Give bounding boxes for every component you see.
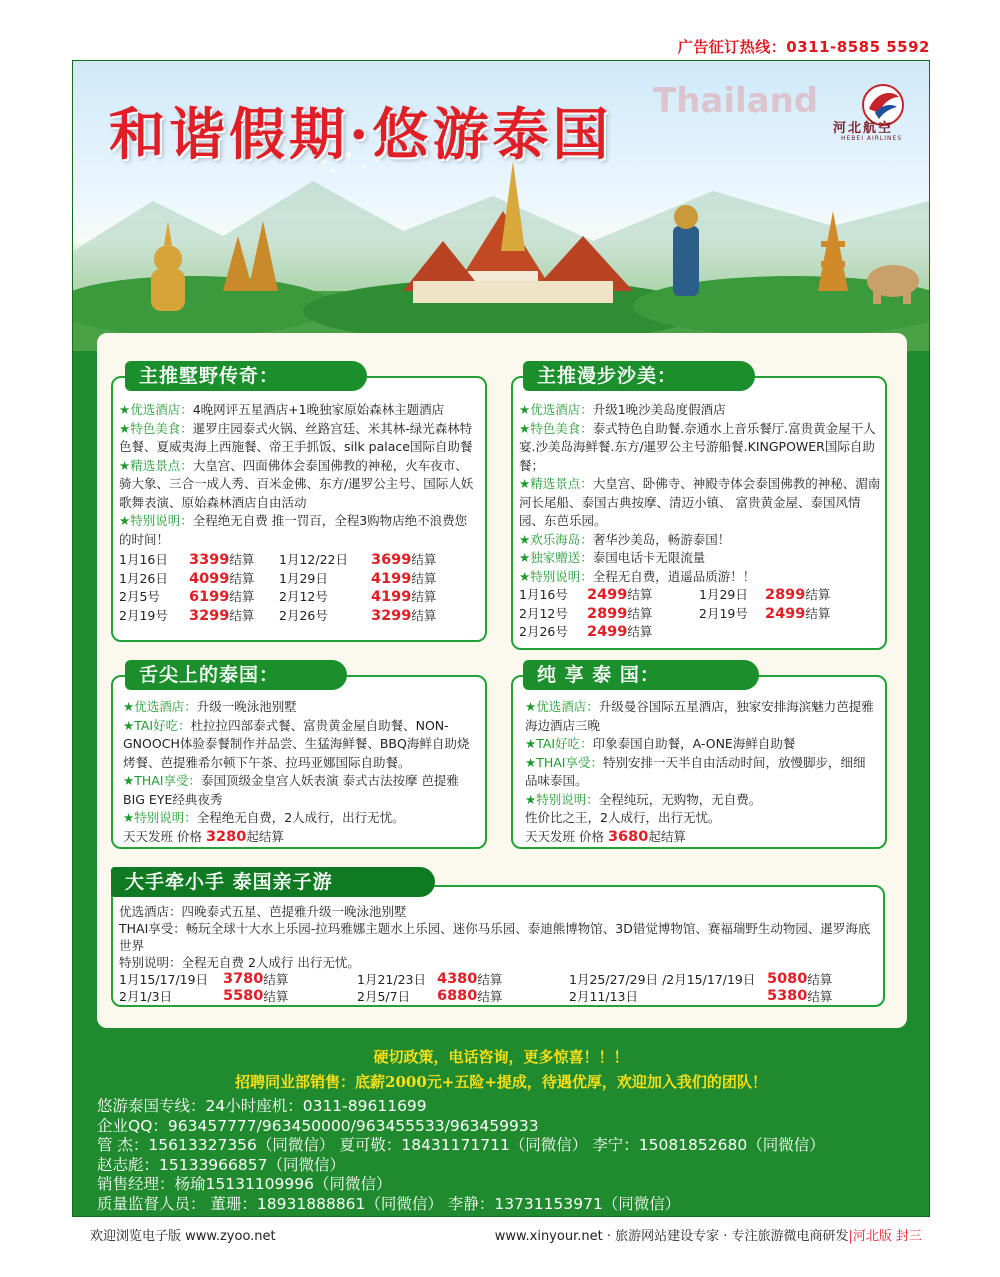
airline-logo-subtitle: HEBEI AIRLINES — [841, 135, 903, 142]
temple-scene-illustration — [73, 141, 929, 351]
detail-line: 特别说明：全程无自费 2人成行 出行无忧。 — [119, 955, 360, 970]
detail-line: ★特色美食：暹罗庄园泰式火锅、丝路宫廷、米其林-绿光森林特色餐、夏威夷海上西施餐、帝王手抓饭、silk palace国际自助餐 — [119, 420, 473, 454]
price-cell: 2月11/13日 5380 结算 — [569, 988, 833, 1004]
price-cell: 2月26号 3299 结算 — [279, 607, 437, 624]
price-table — [119, 971, 874, 1005]
detail-line: ★特别说明：全程绝无自费，2人成行，出行无忧。 — [123, 810, 405, 825]
price-row — [119, 988, 874, 1005]
price-cell: 2月26号 2499 结算 — [519, 624, 653, 640]
detail-line: 性价比之王，2人成行，出行无忧。 — [525, 810, 721, 825]
bottom-right-note: www.xinyour.net · 旅游网站建设专家 · 专注旅游微电商研发|河北版 封三 — [494, 1229, 922, 1244]
price-cell: 1月12/22日 3699 结算 — [279, 552, 437, 568]
airline-logo-text: 河北航空 — [833, 121, 894, 136]
package-title-villa: 主推墅野传奇： — [125, 361, 367, 391]
price-row — [119, 971, 874, 988]
contact-line: 赵志彪：15133966857（同微信） — [97, 1155, 345, 1174]
detail-line: 优选酒店：四晚泰式五星、芭提雅升级一晚泳池别墅 — [119, 904, 407, 919]
contact-line: 销售经理：杨瑜15131109996（同微信） — [97, 1175, 392, 1193]
contact-line: 悠游泰国专线：24小时座机：0311-89611699 — [97, 1097, 427, 1115]
price-cell: 1月21/23日 4380 结算 — [357, 971, 503, 987]
detail-line: ★特别说明：全程纯玩，无购物，无自费。 — [525, 791, 762, 807]
package-title-cuisine: 舌尖上的泰国： — [125, 660, 347, 690]
footer-recruit: 招聘同业部销售：底薪2000元+五险+提成，待遇优厚，欢迎加入我们的团队！ — [235, 1073, 767, 1091]
price-cell: 2月5/7日 6880 结算 — [357, 988, 503, 1004]
detail-line: ★精选景点：大皇宫、卧佛寺、神殿寺体会泰国佛教的神秘、湄南河长尾船、泰国古典按摩、清迈小镇、 富贵黄金屋、泰国风情园、东芭乐园。 — [519, 476, 881, 528]
price-line: 天天发班 价格 3680起结算 — [525, 828, 686, 845]
contact-line: 管 杰：15613327356（同微信） 夏可敬：18431171711（同微信） 李宁：15081852680（同微信） — [97, 1136, 825, 1154]
price-cell: 2月5号 6199 结算 — [119, 589, 255, 605]
price-row — [119, 551, 479, 570]
price-table — [119, 551, 479, 625]
price-row — [519, 623, 881, 642]
content-panel — [97, 333, 907, 1028]
price-cell: 1月29日 2899 结算 — [699, 587, 831, 603]
ad-hotline: 广告征订热线：0311-8585 5592 — [677, 38, 930, 56]
package-details-family — [119, 903, 874, 1005]
hero-title: 和谐假期·悠游泰国 — [109, 102, 613, 168]
price-row — [519, 605, 881, 624]
contact-list — [97, 1097, 825, 1214]
detail-line: ★TAI好吃：印象泰国自助餐，A-ONE海鲜自助餐 — [525, 736, 796, 751]
price-cell: 2月1/3日 5580 结算 — [119, 988, 289, 1004]
package-details-samet — [519, 401, 881, 642]
package-details-villa — [119, 401, 479, 625]
bottom-left-note: 欢迎浏览电子版 www.zyoo.net — [90, 1229, 276, 1244]
detail-line: ★精选景点：大皇宫、四面佛体会泰国佛教的神秘，火车夜市、骑大象、三合一成人秀、百米金佛、东方/暹罗公主号、国际人妖歌舞表演、原始森林酒店自由活动 — [119, 457, 474, 510]
price-cell: 1月29日 4199 结算 — [279, 570, 437, 587]
price-cell: 2月12号 2899 结算 — [519, 605, 653, 622]
detail-line: ★优选酒店：升级一晚泳池别墅 — [123, 699, 297, 714]
detail-line: ★特色美食：泰式特色自助餐.奈通水上音乐餐厅.富贵黄金屋干人宴.沙美岛海鲜餐.东方/暹罗公主号游船餐.KINGPOWER国际自助餐； — [519, 420, 876, 473]
price-cell: 1月25/27/29日 /2月15/17/19日 5080 结算 — [569, 971, 833, 987]
price-cell: 2月12号 4199 结算 — [279, 589, 437, 605]
detail-line: ★优选酒店：4晚网评五星酒店+1晚独家原始森林主题酒店 — [119, 402, 445, 417]
price-line: 天天发班 价格 3280起结算 — [123, 828, 284, 845]
hero-banner — [73, 61, 929, 351]
detail-line: ★欢乐海岛：奢华沙美岛，畅游泰国！ — [519, 531, 731, 547]
package-title-samet: 主推漫步沙美： — [523, 361, 755, 391]
footer-slogan: 硬切政策，电话咨询，更多惊喜！！！ — [373, 1048, 629, 1066]
detail-line: ★特别说明：全程绝无自费 推一罚百，全程3购物店绝不浪费您的时间！ — [119, 513, 468, 547]
price-cell: 1月15/17/19日 3780 结算 — [119, 971, 289, 987]
price-cell: 1月16号 2499 结算 — [519, 587, 653, 603]
package-title-family: 大手牵小手 泰国亲子游 — [111, 867, 435, 897]
price-cell: 2月19号 3299 结算 — [119, 607, 255, 624]
detail-line: ★优选酒店：升级1晚沙美岛度假酒店 — [519, 402, 726, 417]
package-title-pure: 纯 享 泰 国： — [523, 660, 759, 690]
price-table — [519, 586, 881, 642]
price-row — [119, 570, 479, 589]
contact-line: 质量监督人员： 董珊：18931888861（同微信） 李静：13731153971（同微信） — [97, 1194, 681, 1213]
contact-line: 企业QQ：963457777/963450000/963455533/963459933 — [97, 1116, 539, 1135]
package-details-cuisine — [123, 698, 473, 846]
hero-english-title: Thailand — [653, 81, 819, 121]
detail-line: ★THAI享受：特别安排一天半自由活动时间，放慢脚步，细细品味泰国。 — [525, 754, 866, 788]
detail-line: ★特别说明：全程无自费，逍遥品质游！！ — [519, 568, 756, 584]
price-row — [519, 586, 881, 605]
price-cell: 2月19号 2499 结算 — [699, 605, 831, 622]
detail-line: ★独家赠送：泰国电话卡无限流量 — [519, 550, 706, 565]
detail-line: ★THAI享受：泰国顶级金皇宫人妖表演 泰式古法按摩 芭提雅BIG EYE经典夜秀 — [123, 773, 459, 807]
price-cell: 1月26日 4099 结算 — [119, 570, 255, 587]
detail-line: ★TAI好吃：杜拉拉四部泰式餐、富贵黄金屋自助餐、NON-GNOOCH体验泰餐制作并品尝、生猛海鲜餐、BBQ海鲜自助烧烤餐、芭提雅希尔顿下午茶、拉玛亚娜国际自助餐。 — [123, 717, 470, 770]
detail-line: ★优选酒店：升级曼谷国际五星酒店，独家安排海滨魅力芭提雅海边酒店三晚 — [525, 699, 874, 733]
poster-frame — [72, 60, 930, 1217]
package-details-pure — [525, 698, 875, 846]
detail-line: THAI享受：畅玩全球十大水上乐园-拉玛雅娜主题水上乐园、迷你马乐园、泰迪熊博物馆、3D错觉博物馆、赛福瑞野生动物园、暹罗海底世界 — [119, 921, 871, 953]
price-row — [119, 588, 479, 607]
price-row — [119, 607, 479, 626]
price-cell: 1月16日 3399 结算 — [119, 552, 255, 568]
